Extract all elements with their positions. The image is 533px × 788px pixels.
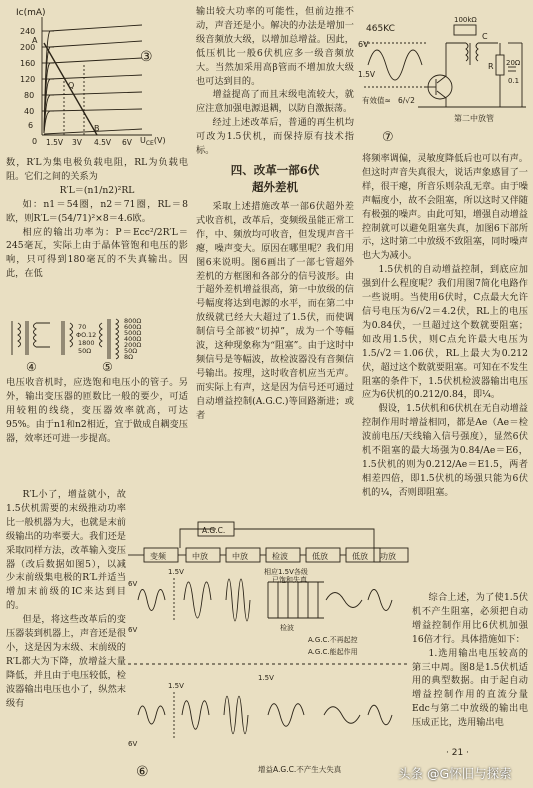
col2-paragraph-2: 增益提高了而且末级电流较大，就应注意加强电源退耦，以防自激振荡。 xyxy=(196,89,354,115)
fig5-left-label: 1800 xyxy=(78,339,95,347)
fig3-mark: Q xyxy=(68,81,75,90)
fig6-agc-block-label: A.G.C. xyxy=(202,526,226,535)
fig7-caption: 第二中放管 xyxy=(454,114,494,123)
fig3-x-label: $U_{CE}(V)$ xyxy=(140,136,166,147)
fig3-mark: B xyxy=(94,124,100,133)
fig7-voltage-top: 6V xyxy=(358,40,369,49)
section-heading-line-2: 超外差机 xyxy=(252,179,298,194)
fig7-part: 0.1 xyxy=(508,77,520,85)
fig6-note: 检波 xyxy=(280,624,294,632)
column-1-upper-text xyxy=(6,156,188,281)
fig3-y-tick: 240 xyxy=(20,27,36,36)
fig6-block-label: 功放 xyxy=(380,552,396,561)
fig7-effective-ratio: 6/√2 xyxy=(398,96,415,105)
fig3-x-tick: 1.5V xyxy=(46,138,64,147)
fig7-number: ⑦ xyxy=(382,130,394,145)
fig6-voltage: 1.5V xyxy=(258,674,274,682)
fig7-effective-value: 有效值≈ xyxy=(362,96,391,105)
fig7-part: 20Ω xyxy=(506,59,521,67)
fig6-note: 已饱和失真 xyxy=(272,576,307,584)
source-watermark: 头条 @G怀旧与探索 xyxy=(398,766,512,781)
col3-paragraph-4: 综合上述，为了使1.5伏机不产生阻塞，必须把自动增益控制作用比6伏机加强16倍才行。具体措施如下： xyxy=(412,592,528,645)
fig5-tap: 400Ω xyxy=(124,335,142,343)
fig3-number: ③ xyxy=(140,49,153,65)
fig3-y-tick: 120 xyxy=(20,75,36,84)
col3-paragraph-5: 1.选用输出电压较高的第三中周。图8是1.5伏机适用的典型数据。由于起自动增益控制作用的直流分量Edc与第二中放级的输出电压成正比，选用输出电 xyxy=(412,647,528,729)
fig3-x-tick: 6V xyxy=(122,138,132,147)
figure-4-5-transformers xyxy=(4,315,188,373)
fig3-y-tick: 40 xyxy=(24,107,35,116)
col1-paragraph-5: R′L小了，增益就小，故1.5伏机需要的末级推动功率比一般机器为大，也就是末前级输出的功率要大。我们还是采取同样方法，改革输入变压器（改后数据如图5），以减少末前级集电极的R′L并适当增加末前级的IC来达到目的。 xyxy=(6,489,126,612)
fig7-frequency: 465KC xyxy=(366,24,395,34)
fig5-left-label: 50Ω xyxy=(78,347,92,355)
fig6-block-label: 低放 xyxy=(352,552,368,561)
column-3-lower-text xyxy=(412,591,528,730)
section-heading-line-1: 四、改革一部6伏 xyxy=(230,162,320,177)
fig6-note: A.G.C.能起作用 xyxy=(308,648,358,656)
fig4-number: ④ xyxy=(26,360,37,373)
fig5-tap: 500Ω xyxy=(124,329,142,337)
fig6-number: ⑥ xyxy=(136,764,149,780)
fig3-x-tick: 3V xyxy=(72,138,82,147)
fig6-voltage: 1.5V xyxy=(168,682,184,690)
page-number: · 21 · xyxy=(446,748,469,758)
fig6-block-label: 低放 xyxy=(312,552,328,561)
figure-7-circuit xyxy=(358,3,531,148)
fig6-voltage: 6V xyxy=(128,626,138,634)
col2-paragraph-1: 输出较大功率的可能性，但前边推不动，声音还是小。解决的办法是增加一级音频放大级，以增加总增益。因此，低压机比一般6伏机应多一级音频放大。当然加采用高β管而不增加放大级也可达到目的。 xyxy=(196,6,354,87)
fig6-block-label: 检波 xyxy=(272,552,288,561)
fig7-part: 100kΩ xyxy=(454,16,477,24)
col1-paragraph-2: 如：n1＝54圈，n2＝71圈，RL＝8欧，则R′L＝(54/71)²×8＝4.6欧。 xyxy=(6,198,188,224)
fig5-left-label: 70 xyxy=(78,323,87,331)
fig5-tap: 200Ω xyxy=(124,341,142,349)
fig3-y-tick: 80 xyxy=(24,91,35,100)
fig3-y-tick: 6 xyxy=(28,121,34,130)
col2-paragraph-3: 经过上述改革后，普通的再生机均可改为1.5伏机，而保持原有技术指标。 xyxy=(196,117,354,157)
col3-paragraph-3: 假设，1.5伏机和6伏机在无自动增益控制作用时增益相同，都是Ae（Ae＝检波前电压/天线输入信号强度），显然6伏机不阻塞的最大场强为0.84/Ae＝E6，1.5伏机的则为0.212/Ae＝E1.5，两者相差四倍，即1.5伏机的场强只能为6伏机的¼，否则即阻塞。 xyxy=(362,403,528,498)
figure-3-output-curves xyxy=(2,3,187,153)
fig5-left-label: ΦO.12 xyxy=(76,331,97,339)
fig6-note: A.G.C.不再起控 xyxy=(308,636,358,644)
col1-paragraph-1: 数，R′L为集电极负载电阻，RL为负载电阻。它们之间的关系为 xyxy=(6,157,188,182)
fig6-voltage: 6V xyxy=(128,580,138,588)
col3-paragraph-2: 1.5伏机的自动增益控制，到底应加强到什么程度呢？我们用图7简化电路作一些说明。当使用6伏时，C点最大允许信号电压为6/√2＝4.2伏，RL上的电压为0.84伏，一旦超过这个数就要阻塞；如改用1.5伏，则C点允许最大电压为1.5/√2＝1.06伏，RL上最大为0.212伏，超过这个数就要阻塞。可知在不发生阻塞的条件下，1.5伏机检波器输出电压应为6伏机的0.212/0.84，即¼。 xyxy=(362,264,528,401)
fig3-y-label: Ic(mA) xyxy=(16,8,46,18)
column-1-lower-text xyxy=(6,488,126,711)
fig6-block-label: 变频 xyxy=(150,552,166,561)
fig6-voltage: 6V xyxy=(128,740,138,748)
col1-paragraph-4: 电压收音机时，应选饱和电压小的管子。另外，输出变压器的匝数比一般的要少，可适用较粗的线绕，变压器效率就高，可达95%。由于n1和n2相近，宜于做成自耦变压器，效率还可进一步提高。 xyxy=(6,377,188,444)
fig7-voltage-bottom: 1.5V xyxy=(358,70,376,79)
fig7-part: R xyxy=(488,62,494,71)
fig3-y-tick: 0 xyxy=(32,137,38,146)
fig6-note: 相应1.5V各级 xyxy=(264,568,308,576)
col3-paragraph-1: 将频率调偏，灵敏度降低后也可以有声。但这时声音失真很大，说话声象感冒了一样，很干瘪，所音乐则杂乱无章。由于噪声幅度小，故不会阻塞，所以这时又伴随有极强的噪声。由此可知，增强自动增益控制就可以避免阻塞失真，加图6下部所示，这时第二中放级不致阻塞，同时噪声也大为减小。 xyxy=(362,153,528,262)
fig5-tap: 50Ω xyxy=(124,347,138,355)
fig3-y-tick: 200 xyxy=(20,43,36,52)
fig5-tap: 600Ω xyxy=(124,323,142,331)
fig5-tap: 8Ω xyxy=(124,353,134,361)
fig3-y-tick: 160 xyxy=(20,59,36,68)
fig7-part: C xyxy=(482,32,488,41)
col1-formula: R′L＝(n1/n2)²RL xyxy=(59,184,135,196)
column-2-text xyxy=(196,5,354,422)
fig6-block-label: 中放 xyxy=(192,552,208,561)
fig6-note: 增益A.G.C.不产生大失真 xyxy=(258,765,342,774)
fig3-mark: A xyxy=(32,36,38,45)
figure-6-block-diagram xyxy=(128,520,410,782)
col1-paragraph-3: 相应的输出功率为：P＝Ecc²/2R′L＝245毫瓦，实际上由于晶体管饱和电压的影响，只可得到180毫瓦的不失真输出。因此，在低 xyxy=(6,226,188,280)
column-3-upper-text xyxy=(362,152,528,500)
column-1-middle-text xyxy=(6,376,188,446)
col2-paragraph-4: 采取上述措施改革一部6伏超外差式收音机，改革后，变频级虽能正常工作，中、频放均可收音，但发现声音干瘪，噪声变大。原因在哪里呢？我们用图6来说明。图6画出了一部七管超外差机的方框图和各部分的信号波形。由于超外差机增益很高，第一中放级的信号幅度将达到电源的水平，而在第二中放级就已经大大超过了1.5伏，而使调制信号全部被“切掉”，成为一个等幅波，这种现象称为“阻塞”。由于这时中频信号是等幅波，故检波器没有音频信号输出。按理，这时收音机应当无声。而实际上有声，这是因为信号还可通过自动增益控制(A.G.C.)等回路渐进；或者 xyxy=(196,200,354,421)
fig5-number: ⑤ xyxy=(102,360,113,373)
fig6-block-label: 中放 xyxy=(232,552,248,561)
fig5-tap: 800Ω xyxy=(124,317,142,325)
fig3-x-tick: 4.5V xyxy=(94,138,112,147)
fig6-voltage: 1.5V xyxy=(168,568,184,576)
col1-paragraph-6: 但是，将这些改革后的变压器装到机器上，声音还是很小，这是因为末级、末前级的R′L都大为下降，放增益大量降低，并且由于电压较低，检波器输出电压也小了，纵然末级有 xyxy=(6,614,126,709)
